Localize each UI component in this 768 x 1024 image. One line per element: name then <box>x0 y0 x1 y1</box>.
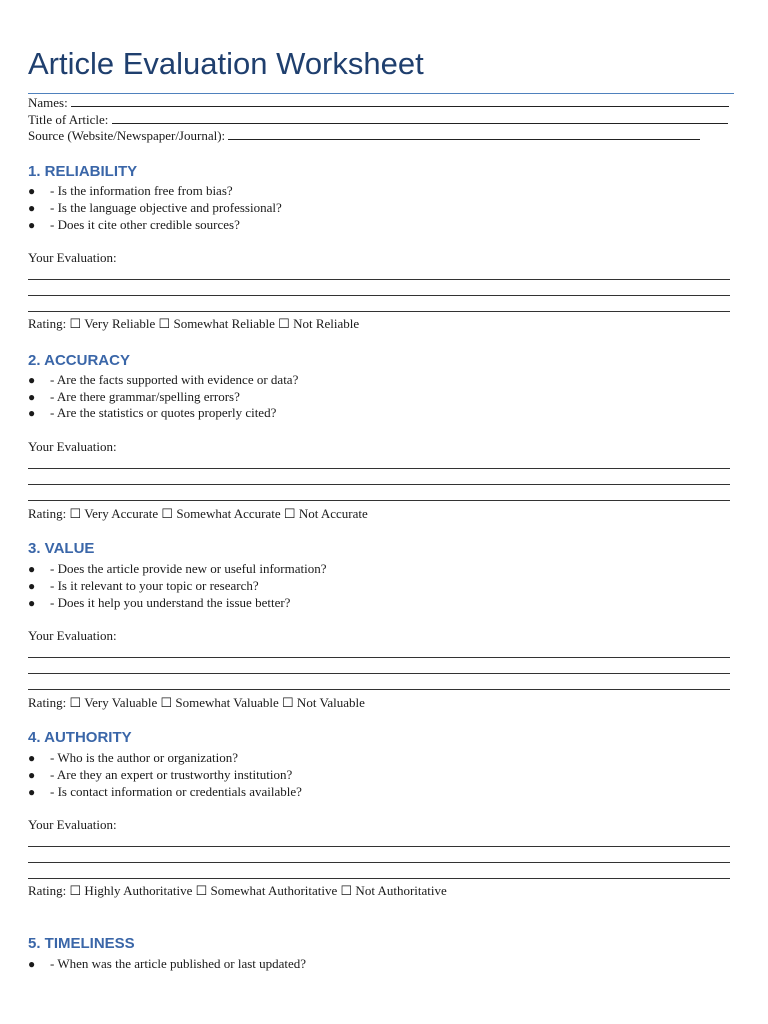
evaluation-line[interactable] <box>28 862 730 863</box>
names-field[interactable] <box>28 95 729 111</box>
article-title-blank[interactable] <box>112 112 728 124</box>
list-item: ● - When was the article published or last updated? <box>28 956 307 971</box>
evaluation-line[interactable] <box>28 279 730 280</box>
list-item: ● - Is contact information or credentials available? <box>28 784 302 799</box>
section-heading-timeliness: 5. TIMELINESS <box>28 935 135 952</box>
article-title-label: Title of Article: <box>28 112 109 127</box>
rating-value[interactable]: Rating: ☐ Very Valuable ☐ Somewhat Valuable ☐ Not Valuable <box>28 695 365 710</box>
list-item: ● - Who is the author or organization? <box>28 750 238 765</box>
evaluation-line[interactable] <box>28 295 730 296</box>
bullet-icon: ● <box>28 579 36 593</box>
list-item: ● - Is the information free from bias? <box>28 183 233 198</box>
evaluation-line[interactable] <box>28 878 730 879</box>
list-item: ● - Is the language objective and professional? <box>28 200 282 215</box>
list-item: ● - Does the article provide new or useful information? <box>28 561 327 576</box>
article-title-field[interactable] <box>28 112 728 128</box>
bullet-icon: ● <box>28 768 36 782</box>
names-blank[interactable] <box>71 95 729 107</box>
bullet-icon: ● <box>28 596 36 610</box>
worksheet-title: Article Evaluation Worksheet <box>28 46 424 81</box>
evaluation-line[interactable] <box>28 673 730 674</box>
evaluation-line[interactable] <box>28 311 730 312</box>
list-item: ● - Are the facts supported with evidence or data? <box>28 372 299 387</box>
bullet-icon: ● <box>28 562 36 576</box>
section-heading-accuracy: 2. ACCURACY <box>28 352 130 369</box>
evaluation-line[interactable] <box>28 468 730 469</box>
title-divider <box>28 93 734 94</box>
rating-reliability[interactable]: Rating: ☐ Very Reliable ☐ Somewhat Reliable ☐ Not Reliable <box>28 316 360 331</box>
evaluation-line[interactable] <box>28 484 730 485</box>
rating-authority[interactable]: Rating: ☐ Highly Authoritative ☐ Somewhat Authoritative ☐ Not Authoritative <box>28 883 447 898</box>
names-label: Names: <box>28 95 68 110</box>
bullet-icon: ● <box>28 957 36 971</box>
list-item: ● - Are there grammar/spelling errors? <box>28 389 240 404</box>
source-field[interactable] <box>28 128 700 144</box>
bullet-icon: ● <box>28 184 36 198</box>
evaluation-line[interactable] <box>28 657 730 658</box>
bullet-icon: ● <box>28 406 36 420</box>
bullet-icon: ● <box>28 390 36 404</box>
list-item: ● - Does it help you understand the issue better? <box>28 595 291 610</box>
evaluation-line[interactable] <box>28 689 730 690</box>
rating-accuracy[interactable]: Rating: ☐ Very Accurate ☐ Somewhat Accurate ☐ Not Accurate <box>28 506 368 521</box>
list-item: ● - Does it cite other credible sources? <box>28 217 240 232</box>
evaluation-label: Your Evaluation: <box>28 817 117 832</box>
bullet-icon: ● <box>28 373 36 387</box>
evaluation-label: Your Evaluation: <box>28 250 117 265</box>
evaluation-label: Your Evaluation: <box>28 628 117 643</box>
evaluation-label: Your Evaluation: <box>28 439 117 454</box>
evaluation-line[interactable] <box>28 846 730 847</box>
bullet-icon: ● <box>28 201 36 215</box>
section-heading-authority: 4. AUTHORITY <box>28 729 132 746</box>
source-blank[interactable] <box>228 128 700 140</box>
list-item: ● - Are the statistics or quotes properly cited? <box>28 405 277 420</box>
bullet-icon: ● <box>28 785 36 799</box>
bullet-icon: ● <box>28 218 36 232</box>
source-label: Source (Website/Newspaper/Journal): <box>28 128 226 143</box>
section-heading-reliability: 1. RELIABILITY <box>28 163 138 180</box>
bullet-icon: ● <box>28 751 36 765</box>
list-item: ● - Are they an expert or trustworthy institution? <box>28 767 293 782</box>
list-item: ● - Is it relevant to your topic or research? <box>28 578 259 593</box>
evaluation-line[interactable] <box>28 500 730 501</box>
section-heading-value: 3. VALUE <box>28 540 95 557</box>
